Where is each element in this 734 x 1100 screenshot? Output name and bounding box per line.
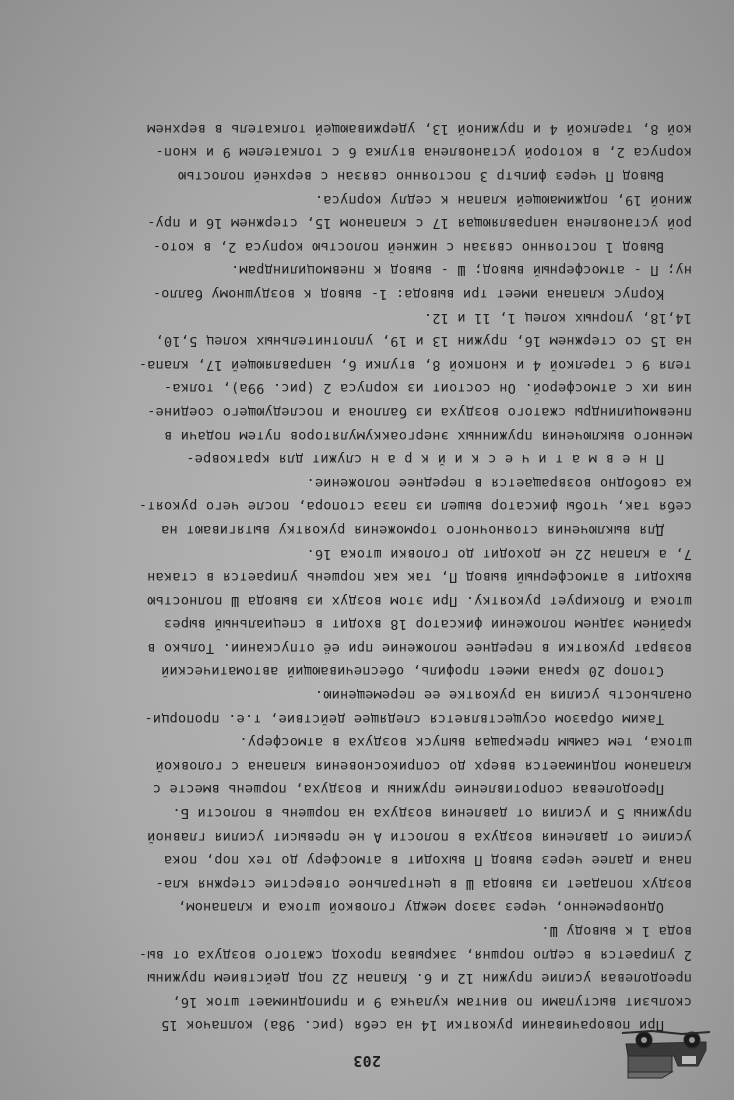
paragraph xyxy=(42,187,692,258)
text-line: усилие от давления воздуха в полости А не превысит усилия главной xyxy=(147,828,692,845)
paragraph-list xyxy=(42,116,692,1036)
text-line: 7, а клапан 22 не доходит до головки штока 16. xyxy=(306,545,692,562)
text-line: кой 8, тарелкой 4 и пружиной 13, удерживающей толкатель в верхнем xyxy=(147,120,692,137)
text-line: Таким образом осуществляется следящее действие, т.е. пропорци- xyxy=(144,710,664,727)
paragraph xyxy=(42,305,692,470)
page-number: 203 xyxy=(353,1052,381,1070)
paragraph xyxy=(42,258,692,305)
page-content xyxy=(42,116,692,1072)
text-line: менного выключения пружинных энергоаккумуляторов путем подачи в xyxy=(163,427,692,444)
text-line: скользит выступами по винтам кулачка 9 и приподнимает шток 16, xyxy=(172,993,692,1010)
text-line: штока и блокирует рукоятку. При этом воздух из вывода Ш полностью xyxy=(147,592,692,609)
text-line: ка свободно возвращается в переднее положение. xyxy=(306,474,692,491)
text-line: Корпус клапана имеет три вывода: 1- вывод к воздушному балло- xyxy=(152,286,664,302)
text-line: пружины 5 и усилия от давления воздуха на поршень в полости Б. xyxy=(172,805,692,822)
text-line: преодолевая усилие пружин 12 и 6. Клапан 22 под действием пружины xyxy=(147,970,692,987)
text-line: Одновременно, через зазор между головкой штока и клапаном, xyxy=(177,899,664,916)
text-line: воздух попадает из вывода Ш в центральное отверстие стержня кла- xyxy=(155,875,692,892)
paragraph xyxy=(42,541,692,683)
text-line: штока, тем самым прекращая выпуск воздуха в атмосферу. xyxy=(239,734,692,751)
text-line: При поворачивании рукоятки 14 на себя (рис. 98а) колпачок 15 xyxy=(160,1017,664,1034)
text-line: клапаном поднимается вверх до соприкосновения клапана с головкой xyxy=(155,757,692,774)
text-line: крайнем заднем положении фиксатор 18 входит в специальный вырез xyxy=(163,616,692,633)
text-line: выходит в атмосферный вывод П, так как поршень упирается в стакан xyxy=(147,569,692,586)
text-line: корпуса 2, в которой установлена втулка 6 с толкателем 9 и кноп- xyxy=(155,144,692,161)
paragraph xyxy=(42,730,692,801)
text-line: Преодолевая сопротивление пружины и воздуха, поршень вместе с xyxy=(152,781,664,798)
text-line: жиной 19, поджимающей клапан к седлу корпуса. xyxy=(314,191,692,208)
text-line: Стопор 20 крана имеет профиль, обеспечивающий автоматический xyxy=(160,663,664,680)
text-line: Для выключения стояночного торможения рукоятку вытягивают на xyxy=(160,521,664,538)
text-line: теля 9 с тарелкой 4 и кнопкой 8, втулки 6, направляющей 17, клапа- xyxy=(138,356,692,373)
text-line: Вывод 1 постоянно связан с нижней полостью корпуса 2, в кото- xyxy=(152,238,664,255)
text-line: себя так, чтобы фиксатор вышел из паза стопора, после чего рукоят- xyxy=(138,498,692,515)
text-line: рой установлена направляющая 17 с клапаном 15, стержнем 16 и пру- xyxy=(147,215,692,232)
text-line: вода 1 к выводу Ш. xyxy=(541,923,692,940)
paragraph xyxy=(42,470,692,541)
text-line: пневмоцилиндры сжатого воздуха из баллона и последующего соедине- xyxy=(147,403,692,420)
paragraph xyxy=(42,116,692,187)
text-line: ния их с атмосферой. Он состоит из корпуса 2 (рис. 99а), толка- xyxy=(163,380,692,397)
paragraph xyxy=(42,683,692,730)
text-line: 14,18, упорных колец 1, 11 и 12. xyxy=(423,309,692,326)
text-line: П н е в м а т и ч е с к и й к р а н служит для кратковре- xyxy=(186,451,664,468)
text-line: на 15 со стержнем 16, пружин 13 и 19, уплотнительных колец 5,10, xyxy=(155,333,692,350)
text-line: ну; П - атмосферный вывод; Ш - вывод к пневмоцилиндрам. xyxy=(230,262,692,279)
text-line: возврат рукоятки в переднее положение при её отпускании. Только в xyxy=(147,639,692,656)
paragraph xyxy=(42,918,692,1036)
paragraph xyxy=(42,800,692,918)
text-line: ональность усилия на рукоятке ее перемещению. xyxy=(314,687,692,704)
text-line: 2 упирается в седло поршня, закрывая проход сжатого воздуха от вы- xyxy=(138,946,692,963)
text-line: пана и далее через вывод П выходит в атмосферу до тех пор, пока xyxy=(163,852,692,869)
text-line: Вывод П через фильтр 3 постоянно связан с верхней полостью xyxy=(177,168,664,185)
